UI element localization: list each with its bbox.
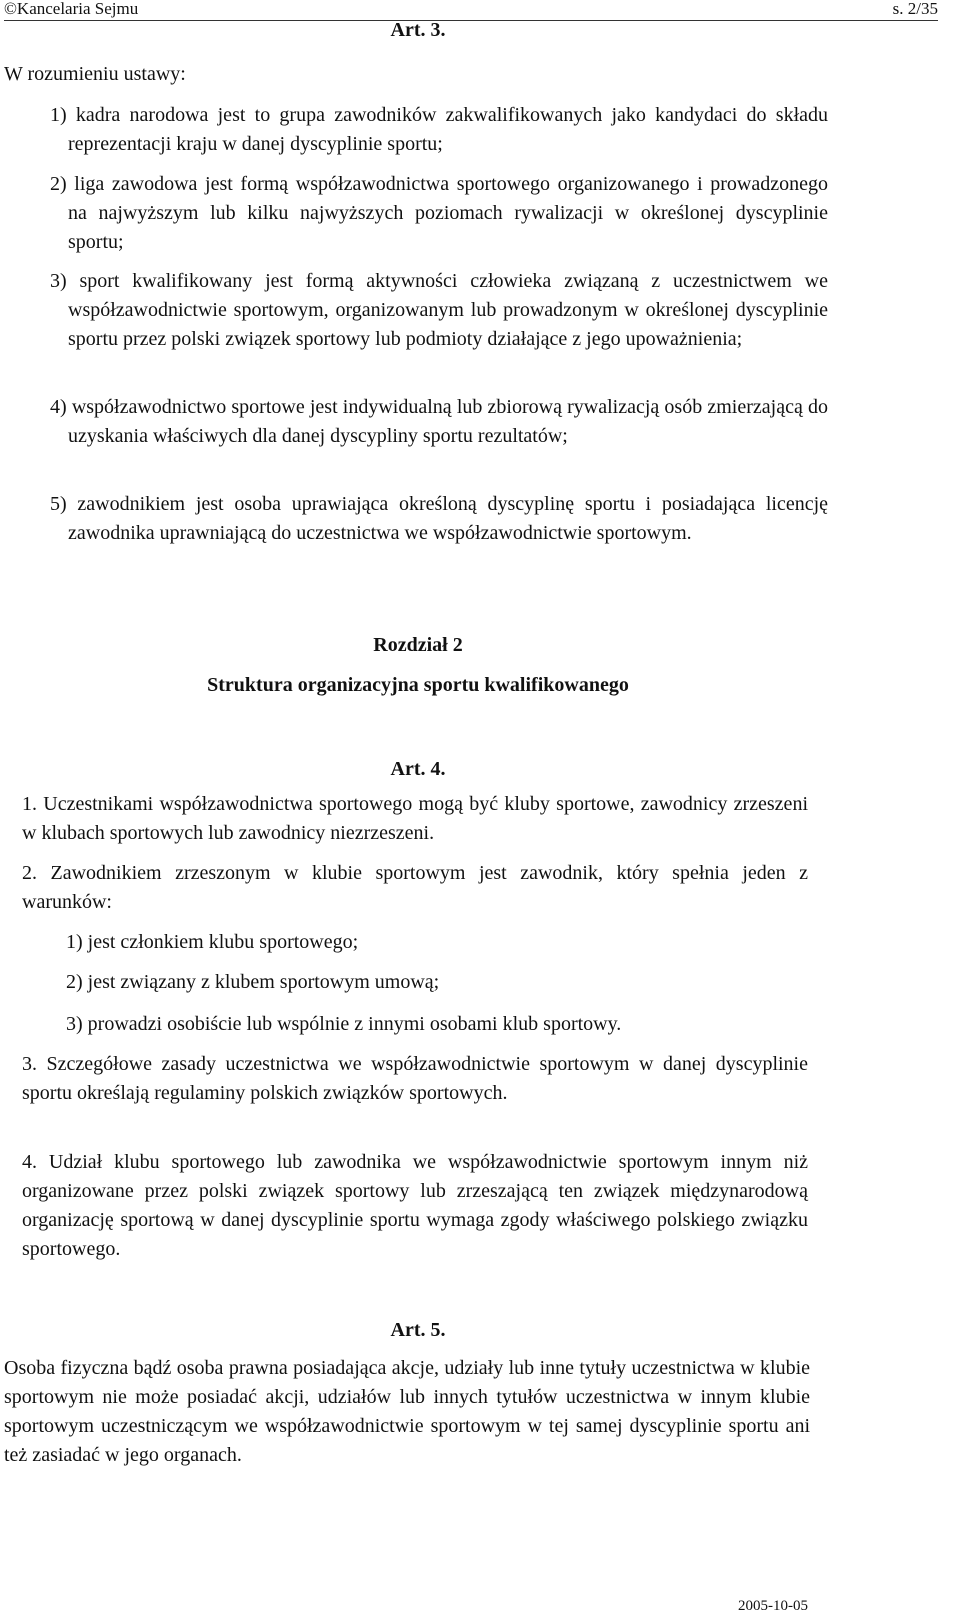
article-5-title: Art. 5. xyxy=(390,1319,446,1341)
article-4-paragraph-3: 3. Szczegółowe zasady uczestnictwa we współzawodnictwie sportowym w danej dyscyplinie sportu określają regulaminy polskich związków sportowych. xyxy=(22,1053,808,1104)
article-4-paragraph-4: 4. Udział klubu sportowego lub zawodnika we współzawodnictwie sportowym innym niż organizowane przez polski związek sportowy lub zrzeszającą ten związek międzynarodową organizację sportową w danej dyscyplinie sportu wymaga zgody właściwego polskiego związku sportowego. xyxy=(22,1151,808,1260)
article-3-item-4: 4) współzawodnictwo sportowe jest indywidualną lub zbiorową rywalizacją osób zmierzającą do uzyskania właściwych dla danej dyscypliny sportu rezultatów; xyxy=(50,396,828,447)
article-3-title: Art. 3. xyxy=(390,19,446,41)
chapter-number: Rozdział 2 xyxy=(373,634,463,656)
article-4-paragraph-2-item-1: 1) jest członkiem klubu sportowego; xyxy=(66,931,359,953)
article-3-item-2: 2) liga zawodowa jest formą współzawodnictwa sportowego organizowanego i prowadzonego na najwyższym lub kilku najwyższych poziomach rywalizacji w określonej dyscyplinie sportu; xyxy=(50,173,828,253)
article-4-paragraph-2-item-3: 3) prowadzi osobiście lub wspólnie z innymi osobami klub sportowy. xyxy=(66,1013,622,1035)
article-4-paragraph-1: 1. Uczestnikami współzawodnictwa sportowego mogą być kluby sportowe, zawodnicy zrzeszeni w klubach sportowych lub zawodnicy niezrzeszeni. xyxy=(22,793,808,844)
article-3-intro: W rozumieniu ustawy: xyxy=(4,63,186,85)
article-4-title: Art. 4. xyxy=(390,758,446,780)
article-4-paragraph-2: 2. Zawodnikiem zrzeszonym w klubie sportowym jest zawodnik, który spełnia jeden z warunków: xyxy=(22,862,808,913)
header-page-number: s. 2/35 xyxy=(892,0,938,18)
article-3-item-3: 3) sport kwalifikowany jest formą aktywności człowieka związaną z uczestnictwem we współzawodnictwie sportowym, organizowanym lub prowadzonym w określonej dyscyplinie sportu przez polski związek sportowy lub podmioty działające z jego upoważnienia; xyxy=(50,270,828,350)
article-3-item-5: 5) zawodnikiem jest osoba uprawiająca określoną dyscyplinę sportu i posiadająca licencję zawodnika uprawniającą do uczestnictwa we współzawodnictwie sportowym. xyxy=(50,493,828,544)
article-3-item-1: 1) kadra narodowa jest to grupa zawodników zakwalifikowanych jako kandydaci do składu reprezentacji kraju w danej dyscyplinie sportu; xyxy=(50,104,828,155)
article-5-text: Osoba fizyczna bądź osoba prawna posiadająca akcje, udziały lub inne tytuły uczestnictwa w klubie sportowym nie może posiadać akcji, udziałów lub innych tytułów uczestnictwa w innym klubie sportowym uczestniczącym we współzawodnictwie sportowym w tej samej dyscyplinie sportu ani też zasiadać w jego organach. xyxy=(4,1357,810,1466)
chapter-title: Struktura organizacyjna sportu kwalifikowanego xyxy=(207,674,629,696)
article-4-paragraph-2-item-2: 2) jest związany z klubem sportowym umową; xyxy=(66,971,440,993)
header-source: ©Kancelaria Sejmu xyxy=(4,0,139,18)
footer-date: 2005-10-05 xyxy=(738,1598,808,1614)
